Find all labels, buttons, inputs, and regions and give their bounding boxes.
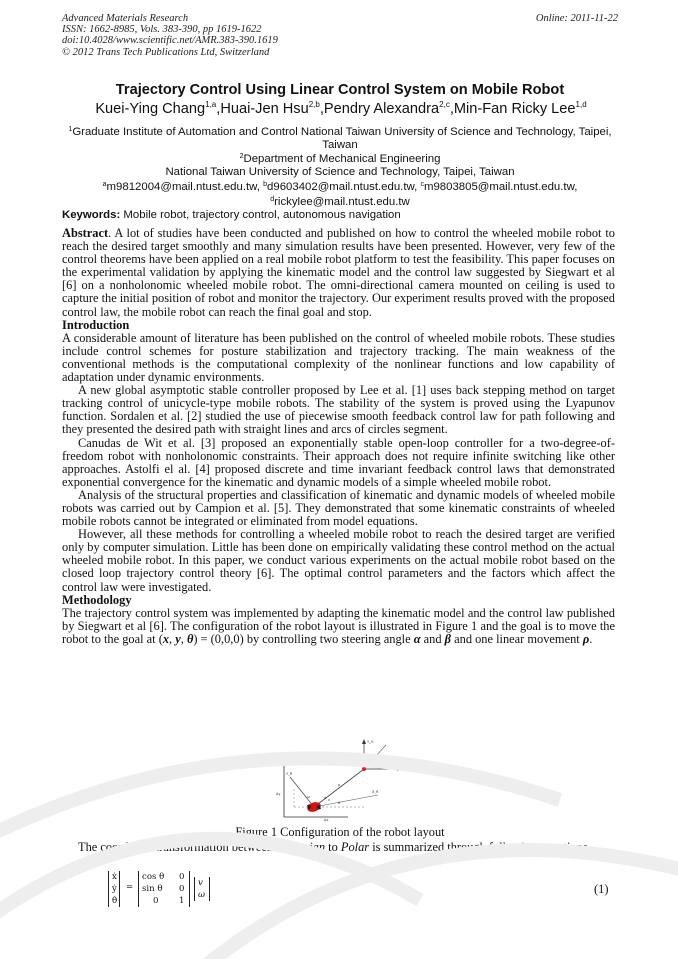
goal-marker <box>362 767 366 771</box>
intro-paragraph-5: However, all these methods for controlling a wheeled mobile robot to reach the desired target are verified only by computer simulation. Little has been done on empirically validating these control method on the actual wheeled mobile robot. In this paper, we conduct various experiments on the actual mobile robot based on the closed loop trajectory control theory [6]. The optimal control parameters and the factors which affect the control law were investigated. <box>62 527 615 594</box>
math-rho: ρ <box>582 631 590 646</box>
author-name: Kuei-Ying Chang <box>95 101 206 117</box>
text-run: , <box>169 631 176 646</box>
section-heading-introduction: Introduction <box>62 317 130 332</box>
abstract-text: . A lot of studies have been conducted and published on how to control the wheeled mobile robot to reach the desired target smoothly and many simulation results have been presented. However, very few of the control theorems have been applied on a real mobile robot platform to test the feasibility. This paper focuses on the experimental validation by applying the kinematic model and the control law suggested by Siegwart et al [6] on a nonholonomic wheeled mobile robot. The omni-directional camera mounted on ceiling is used to capture the initial position of robot and monitor the trajectory. Our experiment results proved with the proposed control law, the mobile robot can reach the final goal and stop. <box>62 226 615 319</box>
watermark-stroke <box>200 850 678 959</box>
label-theta: θ <box>338 801 341 805</box>
issn-line: ISSN: 1662-8985, Vols. 383-390, pp 1619-1622 <box>62 24 262 36</box>
robot-layout-figure <box>268 737 404 821</box>
matrix-entry: ẋ <box>112 872 117 882</box>
matrix-row <box>139 883 189 895</box>
label-goal: goal <box>354 762 362 766</box>
email-sup: a <box>102 180 107 188</box>
matrix-entry: sin θ <box>142 884 163 894</box>
email-link[interactable]: d9603402@mail.ntust.edu.tw, <box>267 180 418 193</box>
email-link[interactable]: rickylee@mail.ntust.edu.tw <box>274 195 410 208</box>
email-link[interactable]: m9812004@mail.ntust.edu.tw, <box>106 180 260 193</box>
journal-header <box>62 13 618 58</box>
label-yr: Y_R <box>286 772 293 776</box>
equation-1 <box>108 869 228 909</box>
affiliation-1 <box>62 124 618 151</box>
intro-paragraph-1: A considerable amount of literature has been published on the control of wheeled mobile robots. These studies include control schemes for posture stabilization and trajectory tracking. The main weakness of the conventional methods is the computational complexity of the nonlinear functions and low capability of adaptation under dynamic environments. <box>62 330 615 385</box>
intro-paragraph-3: Canudas de Wit et al. [3] proposed an exponentially stable open-loop controller for a two-degree-of-freedom robot with nonholonomic constraints. Their approach does not require infinite switching like other approaches. Astolfi el al. [4] proposed discrete and time invariant feedback control laws that demonstrated exponential convergence for the kinematic and dynamic models of a simple wheeled mobile robot. <box>62 435 615 489</box>
label-yg: Y_G <box>367 740 374 744</box>
matrix-entry: cos θ <box>142 872 165 882</box>
equation-number: (1) <box>594 882 609 896</box>
matrix-entry: 0 <box>179 872 185 882</box>
text-run: to <box>325 840 341 854</box>
intro-paragraph-4: Analysis of the structural properties and classification of kinematic and dynamic models of wheeled mobile robots was carried out by Campion et al. [5]. They demonstrated that some kinematic constraints of wheeled mobile robots cannot be integrated or eliminated from model equations. <box>62 487 615 529</box>
email-sup: c <box>420 180 424 188</box>
keywords <box>62 209 618 221</box>
paper-body <box>62 227 615 646</box>
label-dy: Δy <box>276 792 281 796</box>
robot-axis-line <box>290 777 314 807</box>
after-figure-text <box>62 841 615 854</box>
label-beta: β <box>375 761 378 766</box>
matrix-row <box>139 895 189 907</box>
matrix-entry: ω <box>198 890 206 900</box>
matrix-entry: ẏ <box>112 884 117 894</box>
online-date: Online: 2011-11-22 <box>535 13 618 24</box>
text-run: The coordinate transformation between <box>78 840 277 854</box>
transform-paragraph <box>62 841 615 854</box>
text-run: ) = (0,0,0) by controlling two steering angle <box>193 631 414 646</box>
matrix-entry: v <box>198 878 203 888</box>
figure-caption: Figure 1 Configuration of the robot layout <box>235 825 445 839</box>
matrix-entry: 1 <box>179 896 185 906</box>
keywords-text: Mobile robot, trajectory control, autonomous navigation <box>123 209 401 221</box>
abstract-label: Abstract <box>62 226 109 240</box>
text-run: , <box>180 631 187 646</box>
author-sup: 2,c <box>439 100 450 109</box>
affiliation-text: Graduate Institute of Automation and Control National Taiwan University of Science and Technology, Taipei, Taiwan <box>72 126 612 151</box>
math-alpha: α <box>413 631 421 646</box>
affiliation-sup: 2 <box>239 153 244 161</box>
author-list: Kuei-Ying Chang$^{1,a}$,Huai-Jen Hsu$^{2,b}$,Pendry Alexandra$^{2,c}$,Min-Fan Ricky Lee$^{1,d}$ <box>95 100 587 117</box>
email-sup: b <box>263 180 268 188</box>
methodology-paragraph-1 <box>62 607 615 646</box>
abstract <box>62 227 615 319</box>
author-name: Pendry Alexandra <box>323 101 440 117</box>
paper-title: Trajectory Control Using Linear Control System on Mobile Robot <box>115 82 565 98</box>
email-link[interactable]: m9803805@mail.ntust.edu.tw, <box>423 180 578 193</box>
text-run: and <box>420 631 445 646</box>
label-xr: X_R <box>372 790 379 794</box>
matrix-entry: 0 <box>179 884 185 894</box>
equals-sign: = <box>126 882 134 892</box>
matrix-entry: θ̇ <box>112 896 118 906</box>
math-y: y <box>175 631 181 646</box>
author-name: Min-Fan Ricky Lee <box>453 101 576 117</box>
affiliation-2-university: National Taiwan University of Science and Technology, Taipei, Taiwan <box>165 166 515 179</box>
label-omega: ω <box>307 795 310 799</box>
label-rho: ρ <box>338 783 341 787</box>
affiliation-2 <box>62 151 618 166</box>
text-run-italic: Cartesian <box>276 840 326 854</box>
label-v: v <box>328 798 331 802</box>
arrow-head <box>362 739 366 744</box>
email-line-2 <box>62 194 618 209</box>
text-run: The trajectory control system was implemented by adapting the kinematic model and the control law published by Siegwart et al [6]. The configuration of the robot layout is illustrated in Figure 1 and the goal is to move the robot to the goal at ( <box>62 605 615 646</box>
author-name: Huai-Jen Hsu <box>220 101 309 117</box>
transform-matrix <box>138 871 190 907</box>
label-dx: Δx <box>324 818 329 821</box>
journal-name: Advanced Materials Research <box>62 13 189 24</box>
label-xg: X_G <box>392 763 399 767</box>
keywords-label: Keywords: <box>62 209 121 221</box>
math-x: x <box>162 631 170 646</box>
matrix-row <box>139 871 189 883</box>
text-run-italic: Polar <box>340 840 370 854</box>
copyright-line: © 2012 Trans Tech Publications Ltd, Switzerland <box>62 46 270 58</box>
author-sup: 2,b <box>308 100 320 109</box>
author-sup: 1,d <box>575 100 587 109</box>
doi-line: doi:10.4028/www.scientific.net/AMR.383-390.1619 <box>62 35 278 47</box>
matrix-entry: 0 <box>153 896 159 906</box>
rhs-vector <box>194 877 210 901</box>
text-run: is summarized through following equations <box>369 840 588 854</box>
text-run: . <box>589 631 593 646</box>
arrow-head <box>397 767 402 771</box>
math-theta: θ <box>186 631 194 646</box>
intro-paragraph-2: A new global asymptotic stable controller proposed by Lee et al. [1] uses back stepping method on target tracking control of unicycle-type mobile robots. The stability of the system is proved using the Lyapunov function. Sordalen et al. [2] studied the use of piecewise smooth feedback control law for path following and they presented the desired path with straight lines and arcs of circles segment. <box>62 383 615 437</box>
lhs-vector <box>108 871 120 907</box>
affiliation-text: Department of Mechanical Engineering <box>243 153 441 166</box>
author-sup: 1,a <box>205 100 217 109</box>
email-line <box>62 179 618 194</box>
affiliation-sup: 1 <box>68 126 73 133</box>
affiliations <box>62 124 618 208</box>
email-sup: d <box>270 195 275 203</box>
text-run: and one linear movement <box>451 631 583 646</box>
math-beta: β <box>444 631 452 646</box>
label-alpha: α <box>324 796 327 800</box>
section-heading-methodology: Methodology <box>62 592 132 607</box>
